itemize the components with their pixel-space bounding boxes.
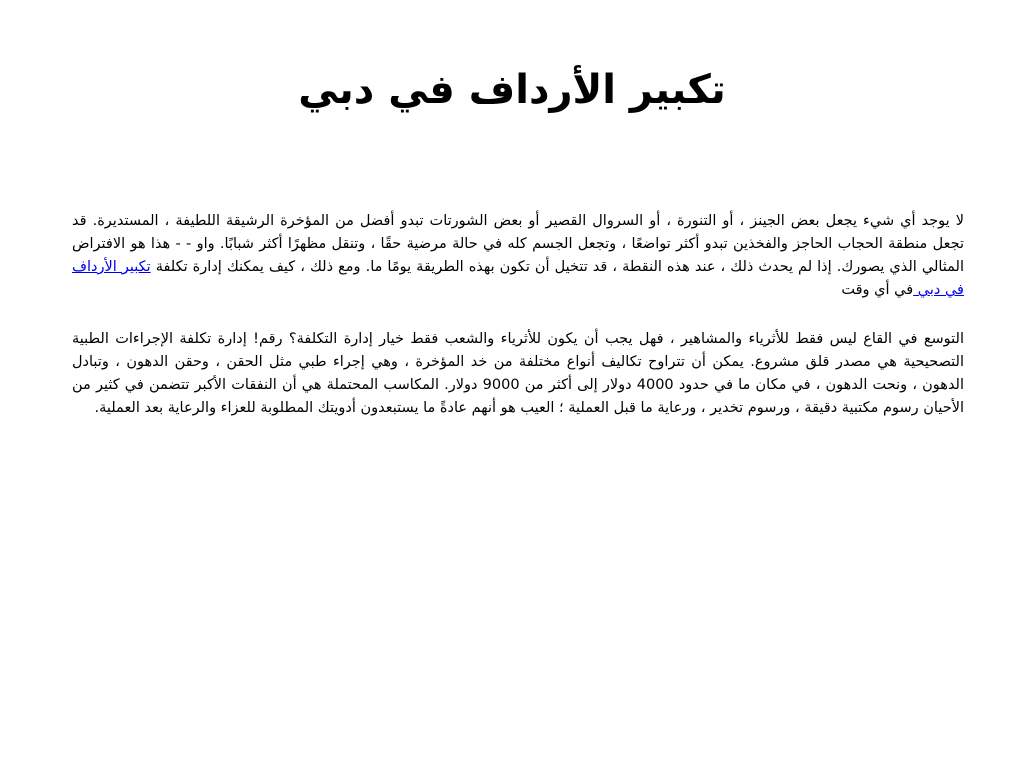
- paragraph-intro-tail: في أي وقت: [841, 282, 914, 298]
- slide-title: تكبير الأرداف في دبي: [298, 67, 726, 113]
- buttock-enlargement-link[interactable]: تكبير الأرداف في دبي: [72, 259, 964, 298]
- paragraph-intro-text: لا يوجد أي شيء يجعل بعض الجينز ، أو التنورة ، أو السروال القصير أو بعض الشورتات تبدو أفضل من المؤخرة الرشيقة اللطيفة ، المستديرة. قد تجعل منطقة الحجاب الحاجز والفخذين تبدو أكثر تواضعًا ، وتجعل الجسم كله في حالة مرضية حقًا ، وتنقل مظهرًا أكثر شبابًا. واو - - هذا هو الافتراض المثالي الذي يصورك. إذا لم يحدث ذلك ، عند هذه النقطة ، قد تتخيل أن تكون بهذه الطريقة يومًا ما. ومع ذلك ، كيف يمكنك إدارة تكلفة: [72, 213, 964, 275]
- paragraph-cost: التوسع في القاع ليس فقط للأثرياء والمشاهير ، فهل يجب أن يكون للأثرياء والشعب فقط خيار إدارة التكلفة؟ رقم! إدارة تكلفة الإجراءات الطبية التصحيحية هي مصدر قلق مشروع. يمكن أن تتراوح تكاليف أنواع مختلفة من خد المؤخرة ، وهي إجراء طبي مثل الحقن ، وحقن الدهون ، وتبادل الدهون ، ونحت الدهون ، في مكان ما في حدود 4000 دولار إلى أكثر من 9000 دولار. المكاسب المحتملة هي أن النفقات الأكبر تتضمن في كثير من الأحيان رسوم مكتبية دقيقة ، ورسوم تخدير ، ورعاية ما قبل العملية ؛ العيب هو أنهم عادةً ما يستبعدون أدويتك المطلوبة للعزاء والرعاية بعد العملية.: [72, 331, 965, 416]
- slide-content: [72, 210, 964, 446]
- paragraph-intro: [72, 210, 964, 302]
